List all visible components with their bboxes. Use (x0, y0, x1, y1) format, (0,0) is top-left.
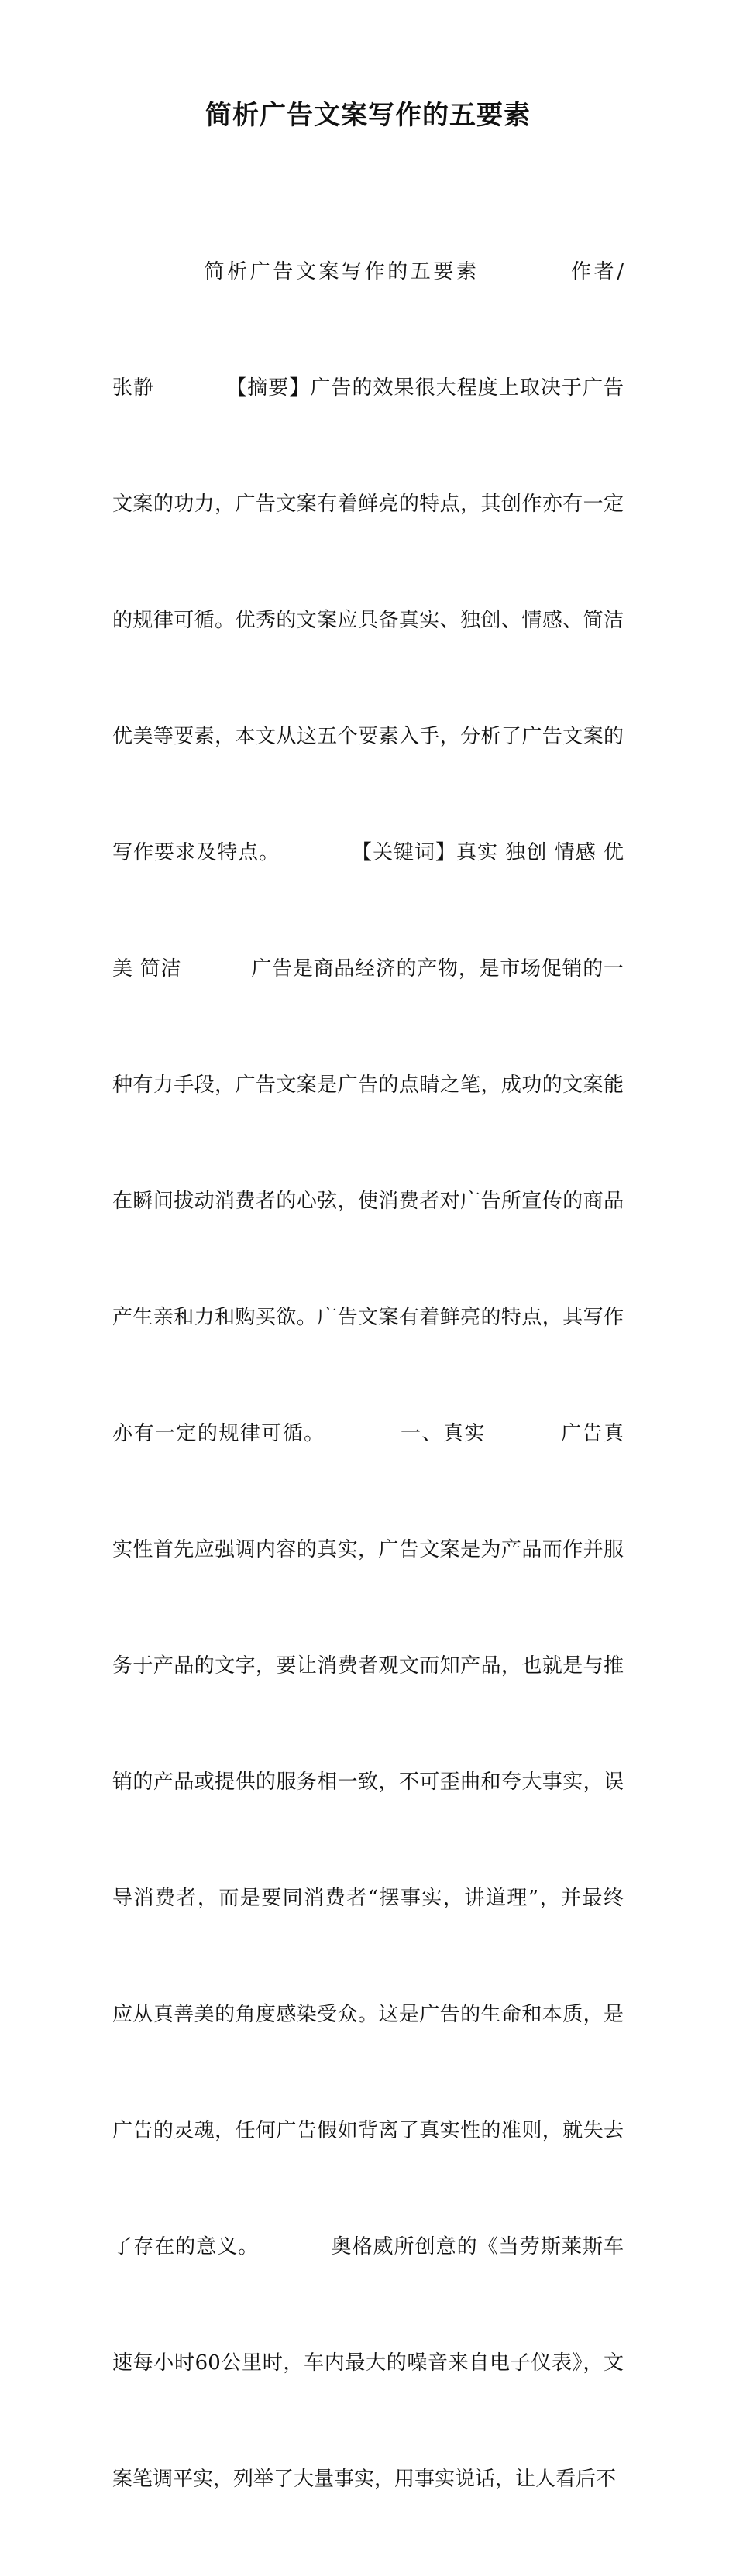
body-line: 写作要求及特点。 【关键词】真实 独创 情感 优 (112, 841, 624, 864)
body-line: 种有力手段，广告文案是广告的点睛之笔，成功的文案能 (112, 1073, 624, 1097)
body-line: 销的产品或提供的服务相一致，不可歪曲和夸大事实，误 (112, 1771, 624, 1794)
body-line: 实性首先应强调内容的真实，广告文案是为产品而作并服 (112, 1538, 624, 1561)
body-line: 文案的功力，广告文案有着鲜亮的特点，其创作亦有一定 (112, 493, 624, 516)
body-line: 导消费者，而是要同消费者“摆事实，讲道理”，并最终 (112, 1887, 624, 1910)
document-title: 简析广告文案写作的五要素 (205, 100, 531, 131)
body-line: 张静 【摘要】广告的效果很大程度上取决于广告 (112, 376, 624, 400)
body-line: 速每小时60公里时，车内最大的噪音来自电子仪表》，文 (112, 2351, 624, 2375)
body-line: 应从真善美的角度感染受众。这是广告的生命和本质，是 (112, 2003, 624, 2026)
body-line: 亦有一定的规律可循。 一、真实 广告真 (112, 1422, 624, 1445)
body-line: 的规律可循。优秀的文案应具备真实、独创、情感、简洁 (112, 609, 624, 632)
body-line: 产生亲和力和购买欲。广告文案有着鲜亮的特点，其写作 (112, 1306, 624, 1329)
body-line: 优美等要素，本文从这五个要素入手，分析了广告文案的 (112, 725, 624, 748)
body-line: 了存在的意义。 奥格威所创意的《当劳斯莱斯车 (112, 2235, 624, 2258)
body-line: 在瞬间拔动消费者的心弦，使消费者对广告所宣传的商品 (112, 1190, 624, 1213)
body-line: 美 简洁 广告是商品经济的产物，是市场促销的一 (112, 957, 624, 981)
document-body (112, 175, 624, 2576)
body-line: 案笔调平实，列举了大量事实，用事实说话，让人看后不 (112, 2468, 617, 2491)
body-line: 广告的灵魂，任何广告假如背离了真实性的准则，就失去 (112, 2119, 624, 2142)
body-line: 务于产品的文字，要让消费者观文而知产品，也就是与推 (112, 1654, 624, 1678)
body-line: 简析广告文案写作的五要素 作者/ (112, 260, 624, 283)
